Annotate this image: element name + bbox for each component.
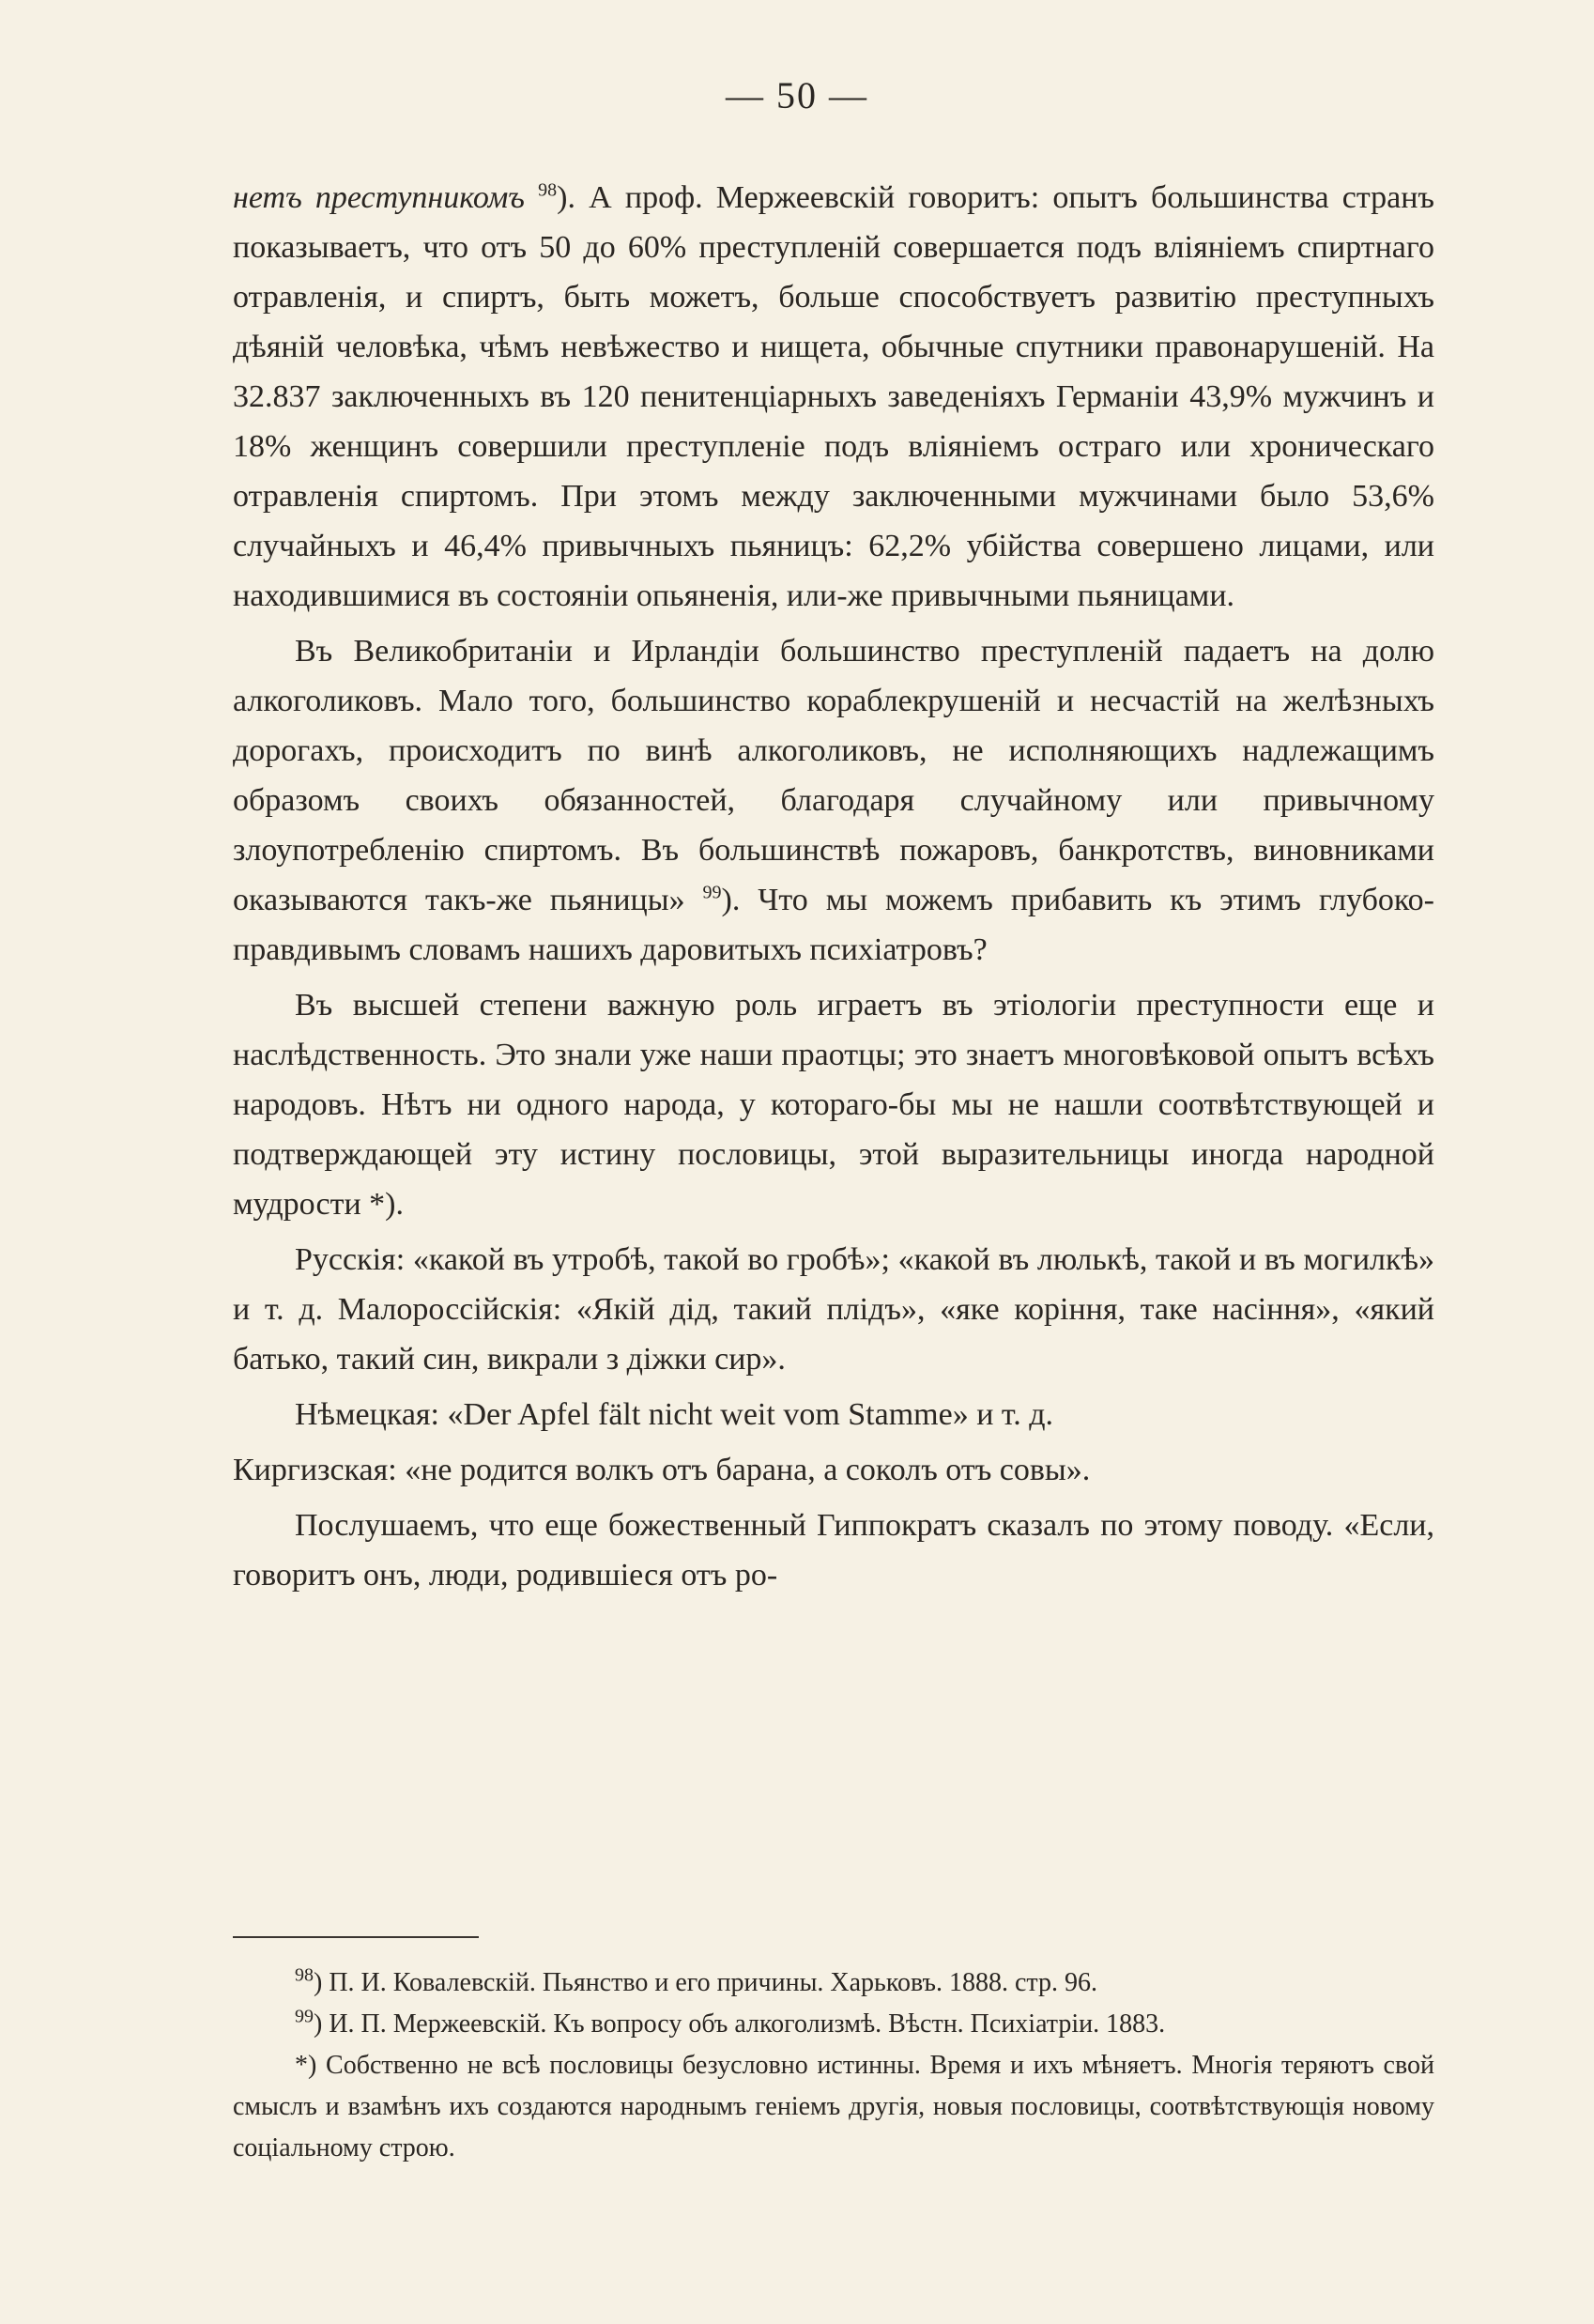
- paragraph-2-tail: ). Что мы можемъ прибавить къ этимъ глубоко-правдивымъ словамъ нашихъ даровитыхъ психіатровъ?: [233, 883, 1434, 967]
- paragraph-3: Въ высшей степени важную роль играетъ въ этіологіи преступности еще и наслѣдственность. Это знали уже наши праотцы; это знаетъ многовѣковой опытъ всѣхъ народовъ. Нѣтъ ни одного народа, у котораго-бы мы не нашли соотвѣтствующей и подтверждающей эту истину пословицы, этой выразительницы иногда народной мудрости *).: [233, 988, 1434, 1222]
- footnote-ref-98: 98: [538, 179, 558, 201]
- paragraph-1-text: ). А проф. Мержеевскій говоритъ: опытъ большинства странъ показываетъ, что отъ 50 до 60% преступленій совершается подъ вліяніемъ спиртнаго отравленія, и спиртъ, быть можетъ, больше способствуетъ развитію преступныхъ дѣяній человѣка, чѣмъ невѣжество и нищета, обычные спутники правонарушеній. На 32.837 заключенныхъ въ 120 пенитенціарныхъ заведеніяхъ Германіи 43,9% мужчинъ и 18% женщинъ совершили преступленіе подъ вліяніемъ остраго или хроническаго отравленія спиртомъ. При этомъ между заключенными мужчинами было 53,6% случайныхъ и 46,4% привычныхъ пьяницъ: 62,2% убійства совершено лицами, или находившимися въ состояніи опьяненія, или-же привычными пьяницами.: [233, 180, 1435, 613]
- footnote-98-text: ) П. И. Ковалевскій. Пьянство и его причины. Харьковъ. 1888. стр. 96.: [314, 1968, 1098, 1997]
- main-text: [233, 173, 1434, 1600]
- footnotes: [233, 1962, 1434, 2169]
- footnote-98-marker: 98: [295, 1964, 314, 1986]
- paragraph-2-text: Въ Великобританіи и Ирландіи большинство преступленій падаетъ на долю алкоголиковъ. Мало того, большинство кораблекрушеній и несчастій на желѣзныхъ дорогахъ, происходитъ по винѣ алкоголиковъ, не исполняющихъ надлежащимъ образомъ своихъ обязанностей, благодаря случайному или привычному злоупотребленію спиртомъ. Въ большинствѣ пожаровъ, банкротствъ, виновниками оказываются такъ-же пьяницы»: [233, 634, 1434, 917]
- footnote-99-text: ) И. П. Мержеевскій. Къ вопросу объ алкоголизмѣ. Вѣстн. Психіатріи. 1883.: [314, 2009, 1166, 2039]
- paragraph-7: Послушаемъ, что еще божественный Гиппократъ сказалъ по этому поводу. «Если, говоритъ онъ, люди, родившіеся отъ ро-: [233, 1508, 1434, 1593]
- footnote-asterisk-text: *) Собственно не всѣ пословицы безусловно истинны. Время и ихъ мѣняетъ. Многія теряютъ свой смыслъ и взамѣнъ ихъ создаются народнымъ геніемъ другія, новыя пословицы, соотвѣтствующія новому соціальному строю.: [233, 2051, 1434, 2162]
- footnote-99-marker: 99: [295, 2006, 314, 2027]
- footnote-99: [233, 2004, 1434, 2045]
- paragraph-6: Киргизская: «не родится волкъ отъ барана, а соколъ отъ совы».: [233, 1453, 1091, 1487]
- italic-lead: нетъ преступникомъ: [233, 180, 525, 215]
- paragraph-4: Русскія: «какой въ утробѣ, такой во гробѣ»; «какой въ люлькѣ, такой и въ могилкѣ» и т. д. Малороссійскія: «Якій дід, такий плідъ», «яке корiння, таке насiння», «який батько, такий син, викрали з діжки сир».: [233, 1242, 1434, 1377]
- paragraph-1: [233, 173, 1434, 621]
- footnote-ref-99: 99: [702, 882, 722, 903]
- footnote-98: [233, 1962, 1434, 2004]
- page-number: — 50 —: [726, 74, 868, 116]
- paragraph-2: [233, 626, 1434, 975]
- footnote-divider: [233, 1936, 479, 1938]
- paragraph-5: Нѣмецкая: «Der Apfel fält nicht weit vom Stamme» и т. д.: [295, 1397, 1053, 1432]
- footnote-asterisk: [233, 2045, 1434, 2169]
